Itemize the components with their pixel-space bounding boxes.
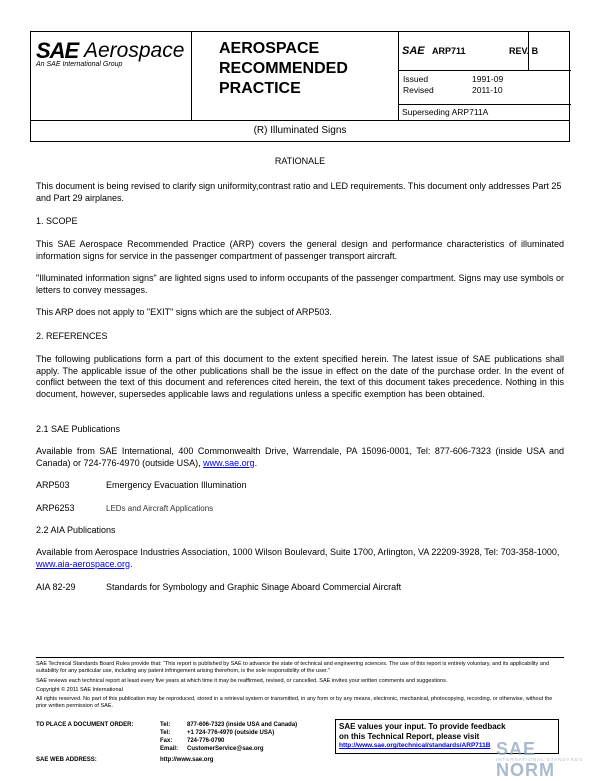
header-divider (398, 104, 571, 105)
email-value: CustomerService@sae.org (187, 746, 264, 752)
tel-label: Tel: (160, 722, 171, 728)
reference-title: LEDs and Aircraft Applications (106, 504, 214, 513)
sae-website-link[interactable]: www.sae.org (203, 457, 255, 468)
sae-publications-text (36, 446, 564, 469)
sae-small-logo: SAE (402, 45, 425, 57)
punctuation: . (130, 558, 133, 569)
document-type-line: RECOMMENDED (219, 60, 348, 77)
document-type-line: PRACTICE (219, 80, 301, 97)
tel-value: 877-606-7323 (inside USA and Canada) (187, 722, 298, 728)
aia-publications-address: Available from Aerospace Industries Association, 1000 Wilson Boulevard, Suite 1700, Arlington, VA 22209-3928, Tel: 703-358-1000, (36, 547, 560, 557)
review-text: SAE reviews each technical report at least every five years at which time it may be reaffirmed, revised, or cancelled. SAE invites your written comments and suggestions. (36, 678, 448, 684)
document-number: ARP711 (432, 46, 466, 56)
sae-publications-address: Available from SAE International, 400 Commonwealth Drive, Warrendale, PA 15096-0001, Tel: 877-606-7323 (inside USA and Canada) or 724-776-4970 (outside USA), (36, 446, 564, 468)
watermark-subtitle: INTERNATIONAL STANDARDS (496, 757, 584, 762)
superseding-note: Superseding ARP711A (402, 107, 489, 117)
aia-publications-text (36, 547, 564, 570)
sae-logo-mark: SAE (36, 38, 79, 63)
order-label: TO PLACE A DOCUMENT ORDER: (36, 722, 134, 728)
tel-label: Tel: (160, 730, 171, 736)
copyright-text: Copyright © 2011 SAE International (36, 687, 123, 693)
scope-paragraph: "Illuminated information signs" are lighted signs used to inform occupants of the passenger compartment. Signs may use symbols or letters to convey messages. (36, 273, 564, 295)
punctuation: . (254, 457, 258, 468)
web-label: SAE WEB ADDRESS: (36, 757, 97, 763)
header-divider (398, 32, 399, 120)
feedback-link[interactable]: http://www.sae.org/technical/standards/ARP711B (339, 742, 491, 749)
scope-heading: 1. SCOPE (36, 216, 78, 226)
revised-label: Revised (403, 85, 434, 95)
scope-paragraph: This ARP does not apply to "EXIT" signs which are the subject of ARP503. (36, 307, 332, 317)
reference-id: ARP503 (36, 480, 70, 490)
rationale-heading: RATIONALE (274, 156, 326, 166)
reference-id: AIA 82-29 (36, 582, 76, 592)
sae-logo-aerospace: Aerospace (84, 39, 185, 62)
reference-title: Emergency Evacuation Illumination (106, 480, 247, 490)
reference-id: ARP6253 (36, 503, 75, 513)
watermark-logo: SAE NORM (496, 739, 555, 780)
reference-title: Standards for Symbology and Graphic Sinage Aboard Commercial Aircraft (106, 582, 402, 592)
references-paragraph: The following publications form a part of this document to the extent specified herein. The latest issue of SAE publications shall apply. The applicable issue of the other publications shall be the issue in effect on the date of the purchase order. In the event of conflict between the text of this document and references cited herein, the text of this document takes precedence. Nothing in this document, however, supersedes applicable laws and regulations unless a specific exemption has been obtained. (36, 354, 564, 399)
sae-logo-subtitle: An SAE International Group (36, 61, 123, 68)
fax-value: 724-776-0790 (187, 738, 225, 744)
references-heading: 2. REFERENCES (36, 331, 108, 341)
sae-publications-heading: 2.1 SAE Publications (36, 424, 121, 434)
document-type (219, 39, 348, 99)
footer-divider (36, 657, 564, 658)
issued-date: 1991-09 (472, 74, 504, 84)
board-rules-text: SAE Technical Standards Board Rules provide that: “This report is published by SAE to advance the state of technical and engineering sciences. The use of this report is entirely voluntary, and its applicability and suitability for any particular use, including any patent infringement arising therefrom, is the sole responsibility of the user.” (36, 661, 550, 674)
fax-label: Fax: (160, 738, 173, 744)
email-label: Email: (160, 746, 179, 752)
rights-text: All rights reserved. No part of this publication may be reproduced, stored in a retrieval system or transmitted, in any form or by any means, electronic, mechanical, photocopying, recording, or otherwise, without the prior written permission of SAE. (36, 696, 553, 709)
feedback-text: on this Technical Report, please visit (339, 731, 480, 741)
document-title: (R) Illuminated Signs (30, 120, 570, 142)
aia-publications-heading: 2.2 AIA Publications (36, 525, 116, 535)
web-value: http://www.sae.org (160, 757, 214, 763)
rationale-text: This document is being revised to clarify sign uniformity,contrast ratio and LED requirements. This document only addresses Part 25 and Part 29 airplanes. (36, 181, 562, 203)
revision-label: REV. B (509, 46, 539, 56)
issued-label: Issued (403, 74, 429, 84)
tel-value: +1 724-776-4970 (outside USA) (187, 730, 275, 736)
revised-date: 2011-10 (472, 85, 503, 95)
document-type-line: AEROSPACE (219, 40, 320, 57)
header-divider (191, 32, 192, 120)
header-divider (398, 70, 571, 71)
aia-website-link[interactable]: www.aia-aerospace.org (36, 558, 131, 569)
scope-paragraph: This SAE Aerospace Recommended Practice (ARP) covers the general design and performance characteristics of illuminated information signs for service in the passenger compartment of passenger transport aircraft. (36, 239, 564, 261)
feedback-text: SAE values your input. To provide feedback (339, 722, 506, 731)
